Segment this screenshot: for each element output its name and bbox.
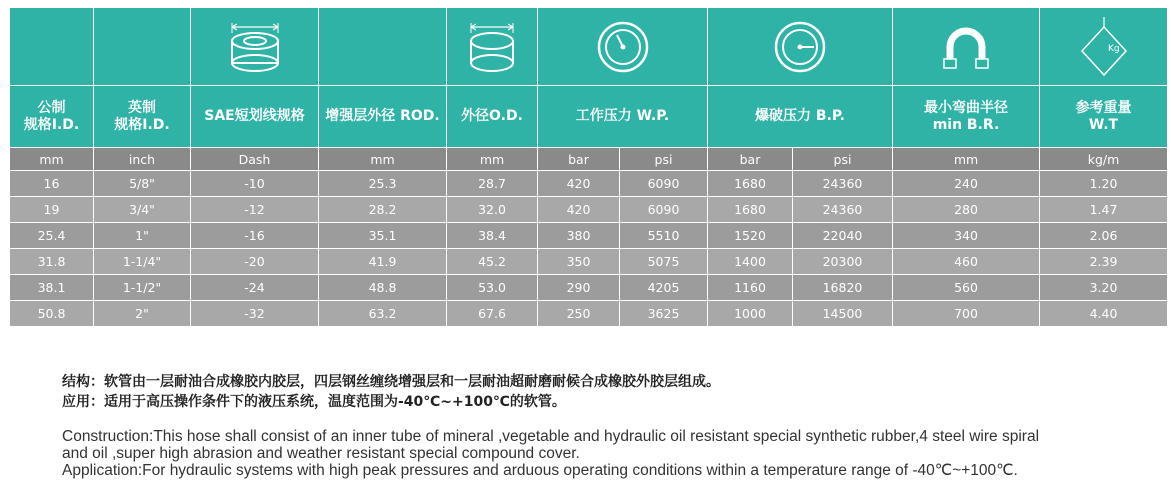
table-cell: 420 (538, 197, 620, 223)
construction-note-en: Construction:This hose shall consist of an inner tube of mineral ,vegetable and hydraulic oil resistant special synthetic rubber,4 steel wire spiral (62, 428, 1040, 445)
hose-section-dimension-icon (191, 8, 319, 86)
table-cell: 5075 (620, 249, 708, 275)
table-cell: -10 (191, 171, 319, 197)
table-cell: 3625 (620, 301, 708, 327)
table-cell: 5510 (620, 223, 708, 249)
unit-cell: mm (319, 148, 447, 171)
unit-cell: inch (94, 148, 191, 171)
unit-cell: Dash (191, 148, 319, 171)
unit-cell: psi (793, 148, 893, 171)
svg-text:Kg: Kg (1107, 43, 1120, 54)
unit-cell: mm (10, 148, 94, 171)
table-cell: -20 (191, 249, 319, 275)
unit-cell: bar (538, 148, 620, 171)
table-cell: 22040 (793, 223, 893, 249)
table-cell: 28.2 (319, 197, 447, 223)
table-cell: 420 (538, 171, 620, 197)
table-cell: 41.9 (319, 249, 447, 275)
application-note-en: Application:For hydraulic systems with high peak pressures and arduous operating conditions within a temperature range of -40℃~+100℃. (62, 462, 1018, 479)
table-cell: 280 (893, 197, 1040, 223)
table-cell: 38.1 (10, 275, 94, 301)
table-cell: 1.47 (1040, 197, 1168, 223)
burst-gauge-icon (708, 8, 893, 86)
table-cell: 28.7 (447, 171, 538, 197)
table-cell: 14500 (793, 301, 893, 327)
table-cell: 1160 (708, 275, 793, 301)
header-imperial-id: 英制 规格I.D. (94, 86, 191, 148)
table-cell: 6090 (620, 171, 708, 197)
table-cell: -12 (191, 197, 319, 223)
table-cell: 20300 (793, 249, 893, 275)
table-cell: 5/8" (94, 171, 191, 197)
header-reinforcement-od: 增强层外径 ROD. (319, 86, 447, 148)
table-cell: 16820 (793, 275, 893, 301)
bend-radius-icon (893, 8, 1040, 86)
table-cell: 63.2 (319, 301, 447, 327)
table-cell: 290 (538, 275, 620, 301)
table-cell: 24360 (793, 171, 893, 197)
table-cell: 240 (893, 171, 1040, 197)
hose-section-od-icon (447, 8, 538, 86)
table-cell: 4.40 (1040, 301, 1168, 327)
structure-note-cn: 结构：软管由一层耐油合成橡胶内胶层，四层钢丝缠绕增强层和一层耐油超耐磨耐候合成橡胶外胶层组成。 (62, 374, 720, 390)
header-burst-pressure: 爆破压力 B.P. (708, 86, 893, 148)
construction-note-en-cont: and oil ,super high abrasion and weather resistant special compound cover. (62, 445, 580, 462)
table-cell: 53.0 (447, 275, 538, 301)
table-cell: 1680 (708, 171, 793, 197)
table-cell: 32.0 (447, 197, 538, 223)
table-row (10, 301, 1168, 327)
table-cell: 31.8 (10, 249, 94, 275)
unit-cell: bar (708, 148, 793, 171)
unit-cell: kg/m (1040, 148, 1168, 171)
pressure-gauge-icon (538, 8, 708, 86)
table-row (10, 171, 1168, 197)
units-row (10, 148, 1168, 171)
table-cell: 2" (94, 301, 191, 327)
table-cell: 3/4" (94, 197, 191, 223)
table-cell: 45.2 (447, 249, 538, 275)
table-cell: 25.4 (10, 223, 94, 249)
application-note-cn: 应用：适用于高压操作条件下的液压系统，温度范围为-40℃~+100℃的软管。 (62, 394, 566, 410)
table-cell: 38.4 (447, 223, 538, 249)
table-cell: 460 (893, 249, 1040, 275)
table-row (10, 275, 1168, 301)
table-cell: 380 (538, 223, 620, 249)
unit-cell: mm (893, 148, 1040, 171)
table-cell: 6090 (620, 197, 708, 223)
hose-spec-table (9, 7, 1168, 327)
table-cell: 48.8 (319, 275, 447, 301)
table-cell: -16 (191, 223, 319, 249)
table-cell: -32 (191, 301, 319, 327)
table-cell: 25.3 (319, 171, 447, 197)
table-cell: 1000 (708, 301, 793, 327)
table-cell: 1.20 (1040, 171, 1168, 197)
table-cell: 250 (538, 301, 620, 327)
header-metric-id: 公制 规格I.D. (10, 86, 94, 148)
table-cell: 340 (893, 223, 1040, 249)
table-cell: 1400 (708, 249, 793, 275)
table-cell: 35.1 (319, 223, 447, 249)
table-cell: 1" (94, 223, 191, 249)
table-cell: 1-1/4" (94, 249, 191, 275)
table-row (10, 223, 1168, 249)
chinese-notes (62, 372, 720, 412)
header-outer-diameter: 外径O.D. (447, 86, 538, 148)
header-working-pressure: 工作压力 W.P. (538, 86, 708, 148)
table-cell: 2.06 (1040, 223, 1168, 249)
header-sae-dash: SAE短划线规格 (191, 86, 319, 148)
table-cell: 350 (538, 249, 620, 275)
table-cell: -24 (191, 275, 319, 301)
table-cell: 1520 (708, 223, 793, 249)
header-min-bend-radius: 最小弯曲半径 min B.R. (893, 86, 1040, 148)
table-row (10, 249, 1168, 275)
table-cell: 50.8 (10, 301, 94, 327)
table-cell: 16 (10, 171, 94, 197)
table-cell: 4205 (620, 275, 708, 301)
english-notes (62, 428, 1162, 479)
table-cell: 24360 (793, 197, 893, 223)
table-cell: 3.20 (1040, 275, 1168, 301)
table-row (10, 197, 1168, 223)
table-cell: 2.39 (1040, 249, 1168, 275)
table-cell: 67.6 (447, 301, 538, 327)
unit-cell: psi (620, 148, 708, 171)
table-cell: 19 (10, 197, 94, 223)
table-cell: 1680 (708, 197, 793, 223)
table-cell: 560 (893, 275, 1040, 301)
header-weight: 参考重量 W.T (1040, 86, 1168, 148)
table-cell: 700 (893, 301, 1040, 327)
table-cell: 1-1/2" (94, 275, 191, 301)
header-row (10, 86, 1168, 148)
weight-icon (1040, 8, 1168, 86)
unit-cell: mm (447, 148, 538, 171)
icon-row (10, 8, 1168, 86)
